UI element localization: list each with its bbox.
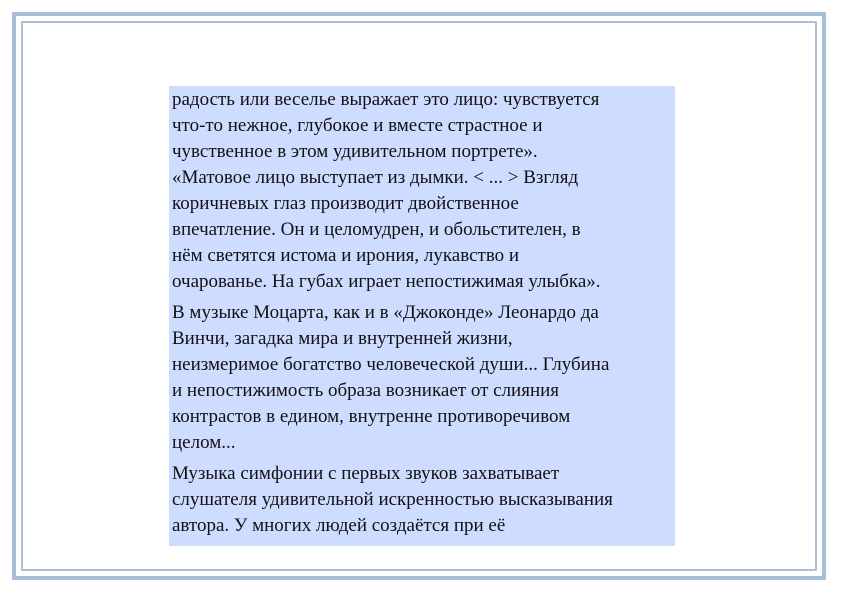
paragraph-1: радость или веселье выражает это лицо: чувствуется что-то нежное, глубокое и вместе страстное и чувственное в этом удивительном портрете». «Матовое лицо выступает из дымки. < ... > Взгляд коричневых глаз производит двойственное впечатление. Он и целомудрен, и обольстителен, в нём светятся истома и ирония, лукавство и очарованье. На губах играет непостижимая улыбка». [172,89,601,292]
text-block [169,86,675,546]
paragraph-3: Музыка симфонии с первых звуков захватывает слушателя удивительной искренностью высказывания автора. У многих людей создаётся при её [172,463,613,536]
paragraph-2: В музыке Моцарта, как и в «Джоконде» Леонардо да Винчи, загадка мира и внутренней жизни, неизмеримое богатство человеческой души... Глубина и непостижимость образа возникает от слияния контрастов в едином, внутренне противоречивом целом... [172,302,610,453]
